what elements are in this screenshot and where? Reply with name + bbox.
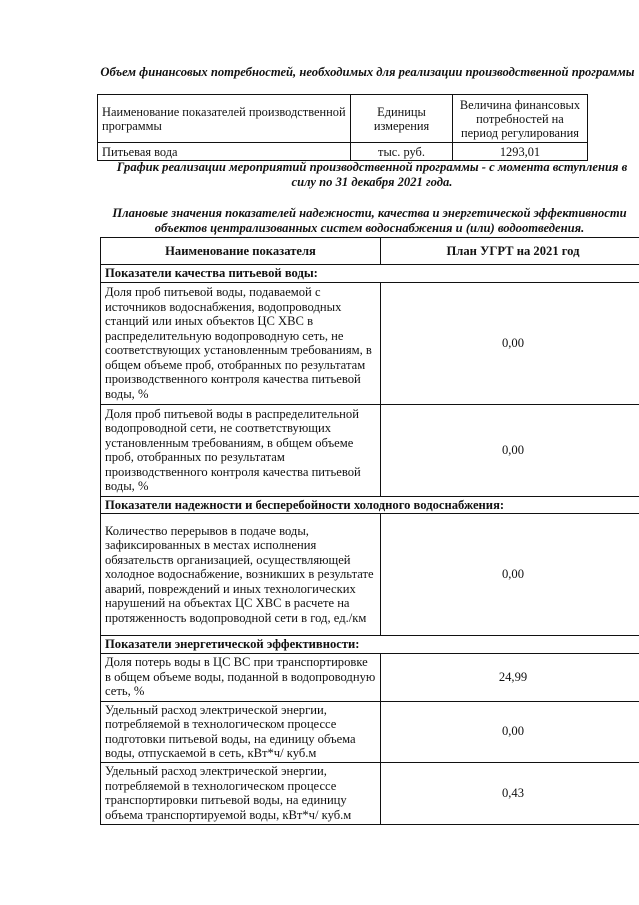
indicators-header-row <box>101 238 639 265</box>
indicator-value: 0,00 <box>381 514 639 636</box>
indicator-value: 0,00 <box>381 282 639 404</box>
indicators-title: Плановые значения показателей надежности, качества и энергетической эффективности объектов централизованных систем водоснабжения и (или) водоотведения. <box>112 206 627 235</box>
indicator-row <box>101 653 639 701</box>
finance-row-name: Питьевая вода <box>98 143 351 161</box>
indicator-row <box>101 404 639 496</box>
indicator-name: Доля проб питьевой воды, подаваемой с источников водоснабжения, водопроводных станций или иных объектов ЦС ХВС в распределительную водопроводную сеть, не соответствующих установленным требованиям, в общем объеме проб, отобранных по результатам производственного контроля качества питьевой воды, % <box>101 282 381 404</box>
finance-header-row <box>98 95 588 143</box>
indicator-row <box>101 701 639 762</box>
finance-header-name: Наименование показателей производственной программы <box>98 95 351 143</box>
indicator-name: Количество перерывов в подаче воды, зафиксированных в местах исполнения обязательств организацией, осуществляющей холодное водоснабжение, возникших в результате аварий, повреждений и иных технологических нарушений на объектах ЦС ХВС в расчете на протяженность водопроводной сети в год, ед./км <box>101 514 381 636</box>
indicator-name: Удельный расход электрической энергии, потребляемой в технологическом процессе транспортировки питьевой воды, на единицу объема транспортируемой воды, кВт*ч/ куб.м <box>101 762 381 824</box>
section-title-quality: Показатели качества питьевой воды: <box>101 265 639 283</box>
schedule-title: График реализации мероприятий производственной программы - с момента вступления в силу по 31 декабря 2021 года. <box>116 160 628 189</box>
finance-title: Объем финансовых потребностей, необходимых для реализации производственной программы <box>100 65 635 79</box>
indicator-row <box>101 282 639 404</box>
finance-table <box>97 94 588 161</box>
indicator-row <box>101 762 639 824</box>
indicator-row <box>101 514 639 636</box>
header-plan-2021: План УГРТ на 2021 год <box>381 238 639 265</box>
finance-row-value: 1293,01 <box>453 143 588 161</box>
header-indicator-name: Наименование показателя <box>101 238 381 265</box>
indicators-table <box>100 237 639 825</box>
indicator-value: 0,43 <box>381 762 639 824</box>
finance-row <box>98 143 588 161</box>
indicator-value: 0,00 <box>381 404 639 496</box>
section-title-reliability: Показатели надежности и бесперебойности холодного водоснабжения: <box>101 496 639 514</box>
indicator-name: Удельный расход электрической энергии, потребляемой в технологическом процессе подготовки питьевой воды, на единицу объема воды, отпускаемой в сеть, кВт*ч/ куб.м <box>101 701 381 762</box>
indicator-name: Доля потерь воды в ЦС ВС при транспортировке в общем объеме воды, поданной в водопроводную сеть, % <box>101 653 381 701</box>
indicator-value: 24,99 <box>381 653 639 701</box>
indicator-value: 0,00 <box>381 701 639 762</box>
section-row <box>101 636 639 654</box>
finance-header-value: Величина финансовых потребностей на период регулирования <box>453 95 588 143</box>
section-title-energy: Показатели энергетической эффективности: <box>101 636 639 654</box>
section-row <box>101 496 639 514</box>
indicator-name: Доля проб питьевой воды в распределительной водопроводной сети, не соответствующих установленным требованиям, в общем объеме проб, отобранных по результатам производственного контроля качества питьевой воды, % <box>101 404 381 496</box>
finance-header-unit: Единицы измерения <box>351 95 453 143</box>
finance-row-unit: тыс. руб. <box>351 143 453 161</box>
section-row <box>101 265 639 283</box>
